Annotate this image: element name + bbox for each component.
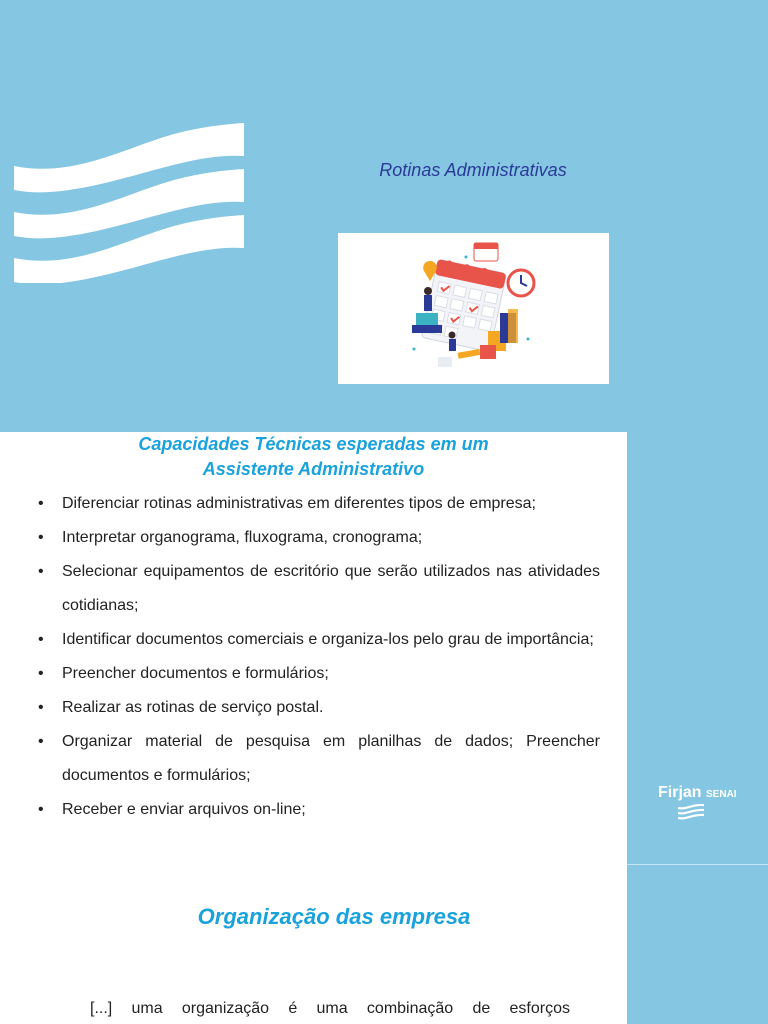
list-item-text: Preencher documentos e formulários;: [62, 665, 329, 682]
bullet: •: [38, 495, 44, 512]
wave-stripes-graphic: [14, 118, 244, 283]
bullet: •: [38, 699, 44, 716]
list-item: [38, 521, 600, 555]
list-item-text: Selecionar equipamentos de escritório que serão utilizados nas atividades cotidianas;: [62, 563, 600, 614]
logo-waves-icon: [678, 804, 704, 822]
list-item-text: Realizar as rotinas de serviço postal.: [62, 699, 324, 716]
list-item-text: Identificar documentos comerciais e organiza-los pelo grau de importância;: [62, 631, 594, 648]
bullet: •: [38, 563, 44, 580]
list-item-text: Diferenciar rotinas administrativas em diferentes tipos de empresa;: [62, 495, 536, 512]
list-item: [38, 657, 600, 691]
content-panel: [0, 432, 627, 1024]
section-title-line-1: Capacidades Técnicas esperadas em um: [138, 434, 489, 454]
bullet: •: [38, 733, 44, 750]
bullet: •: [38, 665, 44, 682]
bullet: •: [38, 801, 44, 818]
list-item-text: Interpretar organograma, fluxograma, cronograma;: [62, 529, 423, 546]
list-item: [38, 691, 600, 725]
list-item: [38, 793, 600, 827]
logo-sub: SENAI: [706, 789, 737, 800]
list-item-text: Organizar material de pesquisa em planilhas de dados; Preencher documentos e formulários;: [62, 733, 600, 784]
section-title: [0, 432, 627, 482]
calendar-illustration: [338, 233, 609, 384]
list-item: [38, 555, 600, 623]
capabilities-list: [38, 487, 600, 827]
list-item: [38, 623, 600, 657]
quote-text: [...] uma organização é uma combinação de esforços: [90, 1000, 570, 1017]
section-title-line-2: Assistente Administrativo: [202, 459, 425, 479]
bullet: •: [38, 529, 44, 546]
bullet: •: [38, 631, 44, 648]
list-item: [38, 725, 600, 793]
firjan-senai-logo: [658, 784, 748, 829]
organization-title: Organização das empresa: [197, 904, 471, 929]
list-item: [38, 487, 600, 521]
calendar-icon: [408, 239, 538, 379]
logo-brand: Firjan: [658, 784, 702, 801]
document-title: Rotinas Administrativas: [379, 160, 567, 180]
list-item-text: Receber e enviar arquivos on-line;: [62, 801, 306, 818]
side-divider: [627, 864, 768, 865]
